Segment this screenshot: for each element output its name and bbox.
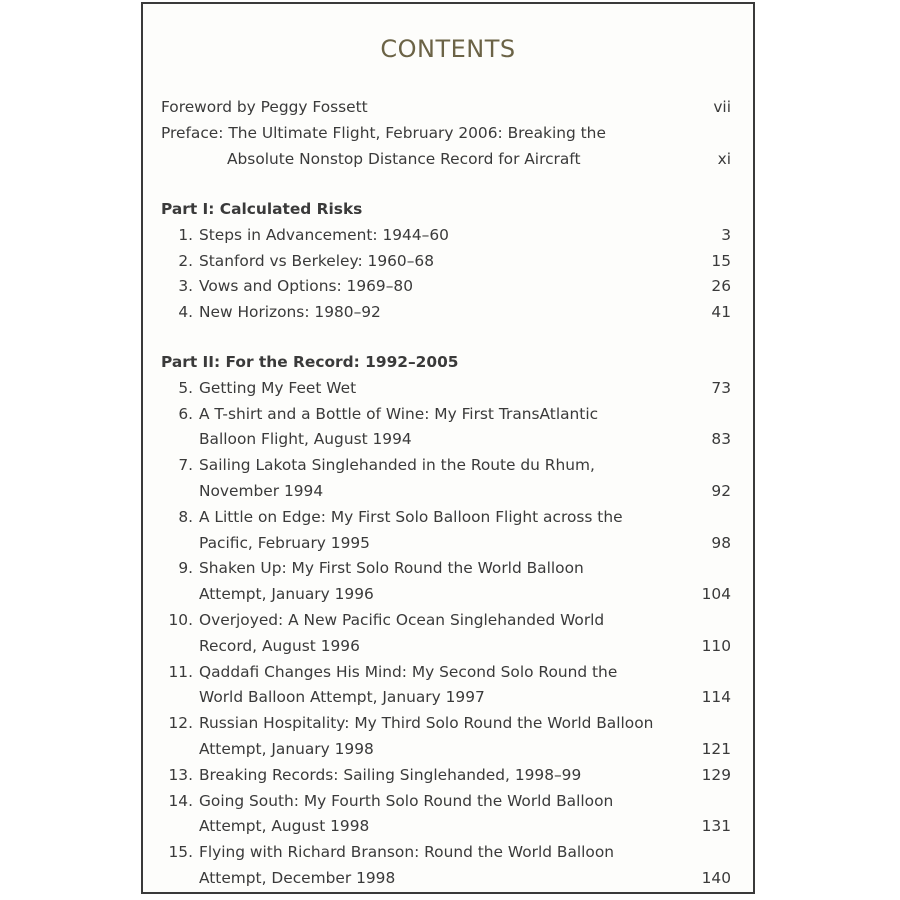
chapter-entry: [161, 379, 356, 397]
chapter-title: Vows and Options: 1969–80: [199, 277, 414, 296]
chapter-title-continued: Balloon Flight, August 1994: [199, 430, 412, 449]
chapter-entry: [161, 405, 598, 423]
chapter-title: Russian Hospitality: My Third Solo Round the World Balloon: [199, 714, 654, 733]
chapter-number: 9.: [178, 559, 193, 578]
chapter-page: 129: [701, 765, 731, 784]
chapter-title: Flying with Richard Branson: Round the World Balloon: [199, 843, 615, 862]
chapter-number: 12.: [168, 714, 193, 733]
chapter-number: 6.: [178, 404, 193, 423]
chapter-title-continued: November 1994: [199, 482, 324, 500]
chapter-entry: [161, 766, 581, 784]
chapter-page: 15: [711, 251, 731, 270]
chapter-number: 3.: [178, 277, 193, 296]
chapter-page: 73: [711, 378, 731, 397]
chapter-page: 104: [701, 585, 731, 604]
chapter-title: A Little on Edge: My First Solo Balloon Flight across the: [199, 507, 623, 526]
chapter-title-continued: Attempt, December 1998: [199, 869, 396, 887]
chapter-number: 13.: [168, 765, 193, 784]
chapter-number: 4.: [178, 303, 193, 322]
chapter-title: Overjoyed: A New Pacific Ocean Singlehanded World: [199, 611, 605, 629]
chapter-entry: [161, 714, 653, 732]
chapter-entry: [161, 611, 604, 629]
chapter-number: 2.: [178, 251, 193, 270]
toc-entry-page: xi: [717, 149, 731, 168]
toc-entry-text: Foreword by Peggy Fossett: [161, 98, 368, 116]
chapter-number: 7.: [178, 456, 193, 475]
chapter-title-continued: Record, August 1996: [199, 636, 360, 655]
chapter-title: New Horizons: 1980–92: [199, 303, 381, 322]
table-of-contents: [143, 4, 753, 892]
chapter-page: 83: [711, 430, 731, 449]
chapter-page: 114: [701, 688, 731, 707]
chapter-entry: [161, 303, 381, 321]
chapter-title: Breaking Records: Sailing Singlehanded, 1998–99: [199, 765, 582, 784]
chapter-page: 92: [711, 482, 731, 500]
chapter-entry: [161, 226, 449, 244]
chapter-page: 26: [711, 277, 731, 296]
chapter-title-continued: Pacific, February 1995: [199, 533, 370, 552]
chapter-page: 140: [701, 869, 731, 887]
toc-entry-text: Preface: The Ultimate Flight, February 2006: Breaking the: [161, 123, 606, 142]
chapter-page: 98: [711, 533, 731, 552]
chapter-page: 121: [701, 740, 731, 758]
chapter-title: Sailing Lakota Singlehanded in the Route du Rhum,: [199, 456, 595, 475]
chapter-page: 3: [721, 225, 731, 244]
chapter-title-continued: Attempt, January 1996: [199, 585, 374, 604]
book-page: [141, 2, 755, 894]
chapter-entry: [161, 456, 595, 474]
chapter-title: Shaken Up: My First Solo Round the World Balloon: [199, 559, 584, 578]
part-heading: Part II: For the Record: 1992–2005: [161, 353, 459, 371]
chapter-title: Getting My Feet Wet: [199, 378, 357, 397]
chapter-title: Going South: My Fourth Solo Round the World Balloon: [199, 791, 614, 810]
chapter-entry: [161, 277, 413, 295]
chapter-title: A T-shirt and a Bottle of Wine: My First TransAtlantic: [199, 404, 599, 423]
toc-entry-text: Absolute Nonstop Distance Record for Aircraft: [227, 149, 581, 168]
chapter-entry: [161, 252, 434, 270]
chapter-number: 8.: [178, 507, 193, 526]
chapter-title: Qaddafi Changes His Mind: My Second Solo Round the: [199, 662, 618, 681]
chapter-title-continued: Attempt, August 1998: [199, 817, 370, 836]
toc-entry-page: vii: [713, 98, 731, 116]
part-heading: Part I: Calculated Risks: [161, 200, 363, 218]
chapter-title: Steps in Advancement: 1944–60: [199, 225, 449, 244]
chapter-number: 15.: [168, 843, 193, 862]
chapter-entry: [161, 843, 614, 861]
chapter-entry: [161, 559, 584, 577]
chapter-number: 1.: [178, 225, 193, 244]
chapter-title-continued: World Balloon Attempt, January 1997: [199, 688, 485, 707]
chapter-page: 41: [711, 303, 731, 322]
chapter-number: 10.: [168, 611, 193, 629]
chapter-number: 11.: [168, 662, 193, 681]
page-title: CONTENTS: [380, 35, 516, 63]
chapter-entry: [161, 508, 623, 526]
chapter-entry: [161, 792, 613, 810]
chapter-page: 131: [701, 817, 731, 836]
chapter-entry: [161, 663, 617, 681]
chapter-number: 14.: [168, 791, 193, 810]
chapter-title-continued: Attempt, January 1998: [199, 740, 374, 758]
chapter-number: 5.: [178, 378, 193, 397]
chapter-page: 110: [701, 636, 731, 655]
chapter-title: Stanford vs Berkeley: 1960–68: [199, 251, 435, 270]
